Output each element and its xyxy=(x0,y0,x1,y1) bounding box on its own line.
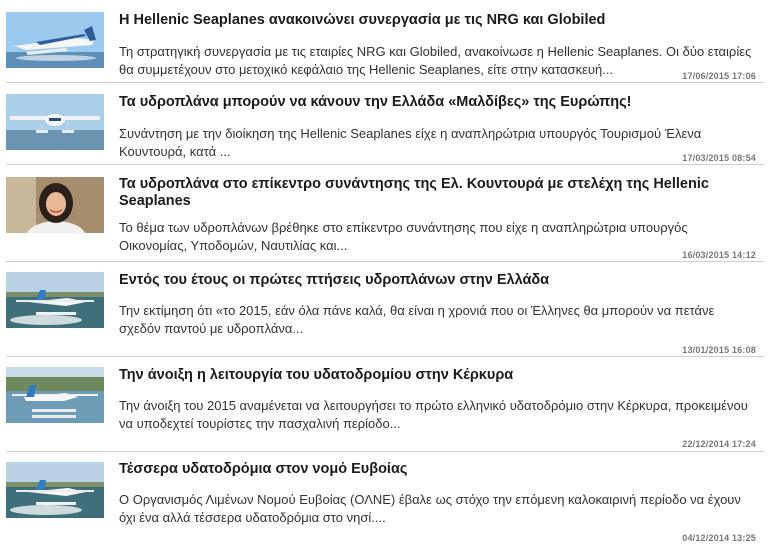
divider xyxy=(6,356,764,357)
article-excerpt: Ο Οργανισμός Λιμένων Νομού Ευβοίας (ΟΛΝΕ) έβαλε ως στόχο την επόμενη καλοκαιρινή περίοδο να έχουν όχι ένα αλλά τέσσερα υδατοδρόμια στο νησί.... xyxy=(119,492,741,525)
article-date: 22/12/2014 17:24 xyxy=(682,439,756,449)
article-excerpt: Την άνοιξη του 2015 αναμένεται να λειτουργήσει το πρώτο ελληνικό υδατοδρόμιο στην Κέρκυρα, προκειμένου να υποδεχτεί τουρίστες την πασχαλινή περίοδο... xyxy=(119,398,748,431)
article-excerpt: Τη στρατηγική συνεργασία με τις εταιρίες NRG και Globiled, ανακοίνωσε η Hellenic Seaplanes. Οι δύο εταιρίες θα συμμετέχουν στο μετοχικό κεφάλαιο της Hellenic Seaplanes, είτε στην κατασκευή... xyxy=(119,44,752,77)
article-excerpt: Συνάντηση με την διοίκηση της Hellenic Seaplanes είχε η αναπληρώτρια υπουργός Τουρισμού Έλενα Κουντουρά, κατά ... xyxy=(119,126,702,159)
article-excerpt: Το θέμα των υδροπλάνων βρέθηκε στο επίκεντρο συνάντησης που είχε η αναπληρώτρια υπουργός Οικονομίας, Υποδομών, Ναυτιλίας και... xyxy=(119,220,688,253)
article-title-link[interactable]: Την άνοιξη η λειτουργία του υδατοδρομίου στην Κέρκυρα xyxy=(119,367,514,383)
article-date: 17/03/2015 08:54 xyxy=(682,153,756,163)
article-thumbnail[interactable] xyxy=(6,94,104,150)
article-thumbnail[interactable] xyxy=(6,12,104,68)
article-thumbnail[interactable] xyxy=(6,272,104,328)
divider xyxy=(6,82,764,83)
article-title-link[interactable]: Τα υδροπλάνα στο επίκεντρο συνάντησης της Ελ. Κουντουρά με στελέχη της Hellenic Seaplanes xyxy=(119,176,709,209)
article-title-link[interactable]: Η Hellenic Seaplanes ανακοινώνει συνεργασία με τις NRG και Globiled xyxy=(119,12,606,28)
article-thumbnail[interactable] xyxy=(6,367,104,423)
seaplane-icon xyxy=(6,94,104,150)
divider xyxy=(6,451,764,452)
divider xyxy=(6,261,764,262)
seaplane-icon xyxy=(6,462,104,518)
article-excerpt: Την εκτίμηση ότι «το 2015, εάν όλα πάνε καλά, θα είναι η χρονιά που οι Έλληνες θα μπορούν να πετάνε σχεδόν παντού με υδροπλάνα... xyxy=(119,303,715,336)
seaplane-icon xyxy=(6,272,104,328)
article-title-link[interactable]: Εντός του έτους οι πρώτες πτήσεις υδροπλάνων στην Ελλάδα xyxy=(119,272,550,288)
article-title-link[interactable]: Τα υδροπλάνα μπορούν να κάνουν την Ελλάδα «Μαλδίβες» της Ευρώπης! xyxy=(119,94,632,110)
article-date: 04/12/2014 13:25 xyxy=(682,533,756,543)
seaplane-icon xyxy=(6,367,104,423)
seaplane-icon xyxy=(6,12,104,68)
article-thumbnail[interactable] xyxy=(6,177,104,233)
article-date: 17/06/2015 17:06 xyxy=(682,71,756,81)
article-title-link[interactable]: Τέσσερα υδατοδρόμια στον νομό Ευβοίας xyxy=(119,461,408,477)
article-date: 13/01/2015 16:08 xyxy=(682,345,756,355)
divider xyxy=(6,164,764,165)
article-date: 16/03/2015 14:12 xyxy=(682,250,756,260)
article-thumbnail[interactable] xyxy=(6,462,104,518)
portrait-icon xyxy=(6,177,104,233)
